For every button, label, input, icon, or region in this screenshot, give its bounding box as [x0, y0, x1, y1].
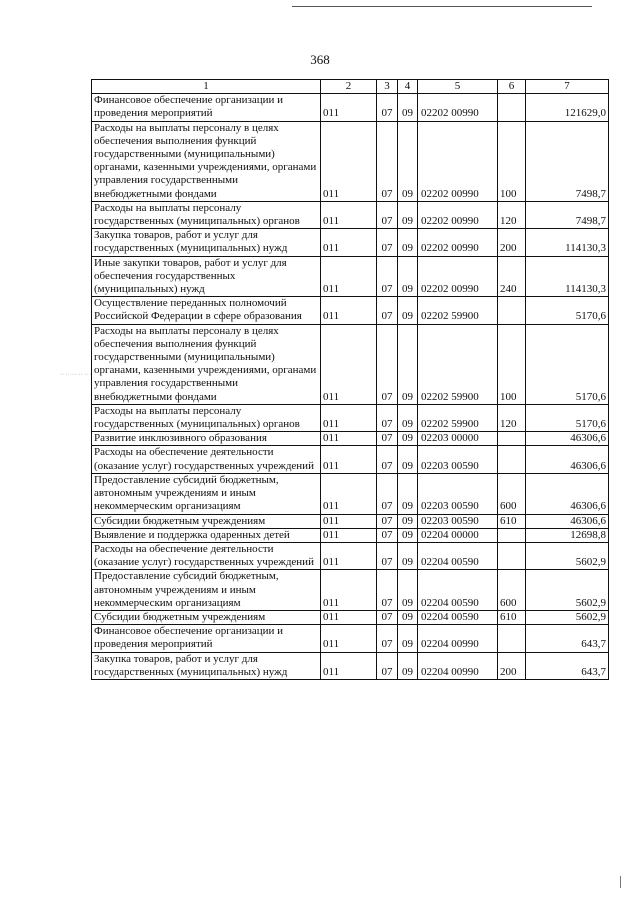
- expense-type-cell: [498, 625, 526, 652]
- expense-name-cell: Предоставление субсидий бюджетным, автономным учреждениям и иным некоммерческим организациям: [92, 473, 321, 514]
- amount-cell: 5602,9: [526, 610, 609, 624]
- expense-name-cell: Расходы на выплаты персоналу государственных (муниципальных) органов: [92, 201, 321, 228]
- subsection-cell: 09: [398, 229, 418, 256]
- subsection-cell: 09: [398, 324, 418, 404]
- ministry-code-cell: 011: [321, 542, 377, 569]
- ministry-code-cell: 011: [321, 610, 377, 624]
- section-cell: 07: [377, 542, 398, 569]
- table-row: [92, 432, 609, 446]
- expense-name-cell: Закупка товаров, работ и услуг для государственных (муниципальных) нужд: [92, 652, 321, 679]
- section-cell: 07: [377, 297, 398, 324]
- section-cell: 07: [377, 324, 398, 404]
- subsection-cell: 09: [398, 610, 418, 624]
- target-item-cell: 02203 00590: [418, 446, 498, 473]
- section-cell: 07: [377, 610, 398, 624]
- ministry-code-cell: 011: [321, 121, 377, 201]
- ministry-code-cell: 011: [321, 324, 377, 404]
- section-cell: 07: [377, 94, 398, 121]
- amount-cell: 5602,9: [526, 570, 609, 611]
- target-item-cell: 02202 00990: [418, 94, 498, 121]
- column-header: 4: [398, 80, 418, 94]
- table-row: [92, 514, 609, 528]
- target-item-cell: 02202 00990: [418, 229, 498, 256]
- subsection-cell: 09: [398, 570, 418, 611]
- subsection-cell: 09: [398, 473, 418, 514]
- expense-name-cell: Расходы на обеспечение деятельности (оказание услуг) государственных учреждений: [92, 446, 321, 473]
- ministry-code-cell: 011: [321, 473, 377, 514]
- ministry-code-cell: 011: [321, 404, 377, 431]
- target-item-cell: 02204 00990: [418, 625, 498, 652]
- subsection-cell: 09: [398, 256, 418, 297]
- target-item-cell: 02202 00990: [418, 201, 498, 228]
- section-cell: 07: [377, 528, 398, 542]
- table-row: [92, 229, 609, 256]
- target-item-cell: 02202 00990: [418, 256, 498, 297]
- target-item-cell: 02203 00000: [418, 432, 498, 446]
- amount-cell: 5170,6: [526, 324, 609, 404]
- expense-name-cell: Расходы на выплаты персоналу в целях обеспечения выполнения функций государственными (муниципальными) органами, казенными учреждениями, органами управления государственными внебюджетными фондами: [92, 121, 321, 201]
- amount-cell: 5170,6: [526, 404, 609, 431]
- subsection-cell: 09: [398, 446, 418, 473]
- table-row: [92, 446, 609, 473]
- expense-name-cell: Расходы на выплаты персоналу государственных (муниципальных) органов: [92, 404, 321, 431]
- expense-type-cell: [498, 528, 526, 542]
- subsection-cell: 09: [398, 404, 418, 431]
- amount-cell: 7498,7: [526, 121, 609, 201]
- table-row: [92, 610, 609, 624]
- table-row: [92, 625, 609, 652]
- table-body: [92, 94, 609, 680]
- section-cell: 07: [377, 404, 398, 431]
- page-number: 368: [310, 52, 330, 67]
- amount-cell: 114130,3: [526, 229, 609, 256]
- subsection-cell: 09: [398, 121, 418, 201]
- table-row: [92, 94, 609, 121]
- expense-name-cell: Развитие инклюзивного образования: [92, 432, 321, 446]
- table-row: [92, 652, 609, 679]
- amount-cell: 46306,6: [526, 432, 609, 446]
- subsection-cell: 09: [398, 652, 418, 679]
- expense-name-cell: Субсидии бюджетным учреждениям: [92, 514, 321, 528]
- amount-cell: 5602,9: [526, 542, 609, 569]
- ministry-code-cell: 011: [321, 297, 377, 324]
- table-row: [92, 404, 609, 431]
- target-item-cell: 02204 00000: [418, 528, 498, 542]
- ministry-code-cell: 011: [321, 94, 377, 121]
- expense-type-cell: 610: [498, 610, 526, 624]
- target-item-cell: 02204 00990: [418, 652, 498, 679]
- target-item-cell: 02202 59900: [418, 324, 498, 404]
- expense-name-cell: Расходы на обеспечение деятельности (оказание услуг) государственных учреждений: [92, 542, 321, 569]
- column-header: 2: [321, 80, 377, 94]
- amount-cell: 46306,6: [526, 473, 609, 514]
- amount-cell: 121629,0: [526, 94, 609, 121]
- amount-cell: 114130,3: [526, 256, 609, 297]
- expense-type-cell: [498, 542, 526, 569]
- margin-mark: ·· ·· ··· ·· ·· ·: [60, 372, 92, 378]
- section-cell: 07: [377, 514, 398, 528]
- expense-type-cell: 610: [498, 514, 526, 528]
- ministry-code-cell: 011: [321, 256, 377, 297]
- budget-table: [91, 79, 609, 680]
- column-header: 6: [498, 80, 526, 94]
- expense-name-cell: Иные закупки товаров, работ и услуг для обеспечения государственных (муниципальных) нужд: [92, 256, 321, 297]
- column-header: 7: [526, 80, 609, 94]
- expense-type-cell: [498, 446, 526, 473]
- ministry-code-cell: 011: [321, 528, 377, 542]
- target-item-cell: 02202 00990: [418, 121, 498, 201]
- subsection-cell: 09: [398, 297, 418, 324]
- expense-type-cell: 120: [498, 404, 526, 431]
- ministry-code-cell: 011: [321, 570, 377, 611]
- expense-type-cell: 600: [498, 473, 526, 514]
- table-row: [92, 121, 609, 201]
- expense-name-cell: Закупка товаров, работ и услуг для государственных (муниципальных) нужд: [92, 229, 321, 256]
- section-cell: 07: [377, 570, 398, 611]
- subsection-cell: 09: [398, 514, 418, 528]
- expense-type-cell: [498, 297, 526, 324]
- ministry-code-cell: 011: [321, 514, 377, 528]
- ministry-code-cell: 011: [321, 201, 377, 228]
- expense-type-cell: 200: [498, 652, 526, 679]
- amount-cell: 12698,8: [526, 528, 609, 542]
- expense-type-cell: [498, 94, 526, 121]
- ministry-code-cell: 011: [321, 625, 377, 652]
- amount-cell: 46306,6: [526, 446, 609, 473]
- top-rule: [292, 6, 592, 7]
- expense-name-cell: Финансовое обеспечение организации и проведения мероприятий: [92, 625, 321, 652]
- ministry-code-cell: 011: [321, 652, 377, 679]
- section-cell: 07: [377, 652, 398, 679]
- expense-name-cell: Осуществление переданных полномочий Российской Федерации в сфере образования: [92, 297, 321, 324]
- subsection-cell: 09: [398, 94, 418, 121]
- target-item-cell: 02203 00590: [418, 473, 498, 514]
- subsection-cell: 09: [398, 542, 418, 569]
- section-cell: 07: [377, 473, 398, 514]
- expense-type-cell: 100: [498, 121, 526, 201]
- expense-name-cell: Финансовое обеспечение организации и проведения мероприятий: [92, 94, 321, 121]
- expense-type-cell: 120: [498, 201, 526, 228]
- column-header: 5: [418, 80, 498, 94]
- amount-cell: 5170,6: [526, 297, 609, 324]
- table-row: [92, 570, 609, 611]
- amount-cell: 643,7: [526, 625, 609, 652]
- target-item-cell: 02202 59900: [418, 297, 498, 324]
- section-cell: 07: [377, 432, 398, 446]
- target-item-cell: 02204 00590: [418, 570, 498, 611]
- expense-type-cell: 600: [498, 570, 526, 611]
- target-item-cell: 02202 59900: [418, 404, 498, 431]
- expense-type-cell: [498, 432, 526, 446]
- subsection-cell: 09: [398, 201, 418, 228]
- expense-name-cell: Предоставление субсидий бюджетным, автономным учреждениям и иным некоммерческим организациям: [92, 570, 321, 611]
- table-row: [92, 256, 609, 297]
- amount-cell: 46306,6: [526, 514, 609, 528]
- section-cell: 07: [377, 256, 398, 297]
- table-row: [92, 473, 609, 514]
- target-item-cell: 02204 00590: [418, 542, 498, 569]
- ministry-code-cell: 011: [321, 446, 377, 473]
- section-cell: 07: [377, 446, 398, 473]
- amount-cell: 643,7: [526, 652, 609, 679]
- target-item-cell: 02203 00590: [418, 514, 498, 528]
- table-row: [92, 542, 609, 569]
- expense-type-cell: 240: [498, 256, 526, 297]
- table-row: [92, 297, 609, 324]
- amount-cell: 7498,7: [526, 201, 609, 228]
- subsection-cell: 09: [398, 432, 418, 446]
- ministry-code-cell: 011: [321, 432, 377, 446]
- header-row: [92, 80, 609, 94]
- column-header: 1: [92, 80, 321, 94]
- subsection-cell: 09: [398, 528, 418, 542]
- section-cell: 07: [377, 201, 398, 228]
- section-cell: 07: [377, 121, 398, 201]
- edge-mark: [620, 876, 621, 888]
- subsection-cell: 09: [398, 625, 418, 652]
- column-header: 3: [377, 80, 398, 94]
- expense-name-cell: Выявление и поддержка одаренных детей: [92, 528, 321, 542]
- table-row: [92, 528, 609, 542]
- section-cell: 07: [377, 229, 398, 256]
- target-item-cell: 02204 00590: [418, 610, 498, 624]
- table-row: [92, 201, 609, 228]
- ministry-code-cell: 011: [321, 229, 377, 256]
- table-row: [92, 324, 609, 404]
- section-cell: 07: [377, 625, 398, 652]
- expense-name-cell: Расходы на выплаты персоналу в целях обеспечения выполнения функций государственными (муниципальными) органами, казенными учреждениями, органами управления государственными внебюджетными фондами: [92, 324, 321, 404]
- expense-type-cell: 100: [498, 324, 526, 404]
- expense-name-cell: Субсидии бюджетным учреждениям: [92, 610, 321, 624]
- expense-type-cell: 200: [498, 229, 526, 256]
